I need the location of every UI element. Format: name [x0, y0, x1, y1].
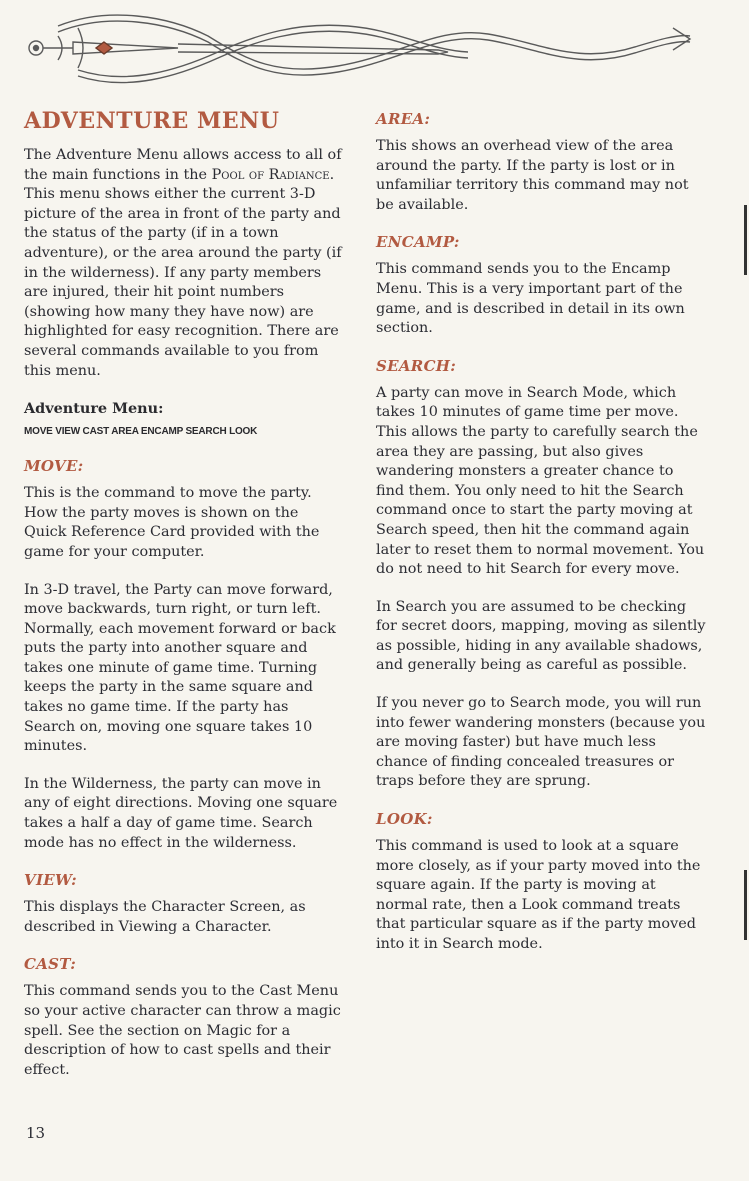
search-heading: SEARCH: [376, 356, 457, 375]
adventure-menu-heading: Adventure Menu: [24, 400, 164, 418]
page-title: ADVENTURE MENU [24, 108, 280, 134]
sword-ribbon-ornament [18, 6, 698, 96]
area-paragraph: This shows an overhead view of the area around the party. If the party is lost or in unfamiliar territory this command may not be available. [376, 138, 689, 213]
right-column [376, 98, 706, 973]
search-paragraph-1: A party can move in Search Mode, which takes 10 minutes of game time per move. This allows the party to carefully search the area they are passing, but also gives wandering monsters a greater chance to find them. You only need to hit the Search command once to start the party moving at Search speed, then hit the command again later to reset them to normal movement. You do not need to hit Search for every move. [376, 384, 705, 578]
game-name: Pool of Radiance [211, 166, 330, 183]
left-column [24, 98, 344, 1098]
look-paragraph: This command is used to look at a square more closely, as if your party moved into the square again. If the party is moving at normal rate, then a Look command treats that particular square as if the party moved into it in Search mode. [376, 838, 701, 952]
scan-edge-mark [744, 870, 747, 940]
look-heading: LOOK: [376, 810, 433, 829]
area-heading: AREA: [376, 110, 431, 128]
encamp-heading: ENCAMP: [376, 233, 460, 252]
cast-paragraph: This command sends you to the Cast Menu so your active character can throw a magic spell. See the section on Magic for a description of how to cast spells and their effect. [24, 983, 341, 1078]
move-paragraph-2: In 3-D travel, the Party can move forward, move backwards, turn right, or turn left. Normally, each movement forward or back puts the party into another square and takes one minute of game time. Turning keeps the party in the same square and takes no game time. If the party has Search on, moving one square takes 10 minutes. [24, 581, 336, 755]
intro-text-end: . This menu shows either the current 3-D picture of the area in front of the party and the status of the party (if in a town adventure), or the area around the party (if in the wilderness). If any party members are injured, their hit point numbers (showing how many they have now) are highlighted for easy recognition. There are several commands available to you from this menu. [24, 166, 342, 379]
view-heading: VIEW: [24, 871, 77, 890]
intro-paragraph [24, 146, 344, 381]
adventure-menu-items: MOVE VIEW CAST AREA ENCAMP SEARCH LOOK [24, 426, 258, 438]
cast-heading: CAST: [24, 955, 77, 974]
move-paragraph-3: In the Wilderness, the party can move in any of eight directions. Moving one square takes a half a day of game time. Search mode has no effect in the wilderness. [24, 775, 338, 851]
page-number: 13 [26, 1124, 46, 1142]
search-paragraph-3: If you never go to Search mode, you will run into fewer wandering monsters (because you are moving faster) but have much less chance of finding concealed treasures or traps before they are sprung. [376, 695, 706, 790]
move-heading: MOVE: [24, 457, 84, 476]
intro-text-start: The Adventure Menu allows access to all of the main functions in the [24, 147, 342, 183]
search-paragraph-2: In Search you are assumed to be checking for secret doors, mapping, moving as silently as possible, hiding in any available shadows, and generally being as careful as possible. [376, 598, 706, 674]
scan-edge-mark [744, 205, 747, 275]
view-paragraph: This displays the Character Screen, as described in Viewing a Character. [24, 899, 306, 935]
encamp-paragraph: This command sends you to the Encamp Menu. This is a very important part of the game, and is described in detail in its own section. [376, 261, 685, 337]
move-paragraph-1: This is the command to move the party. How the party moves is shown on the Quick Reference Card provided with the game for your computer. [24, 485, 320, 560]
